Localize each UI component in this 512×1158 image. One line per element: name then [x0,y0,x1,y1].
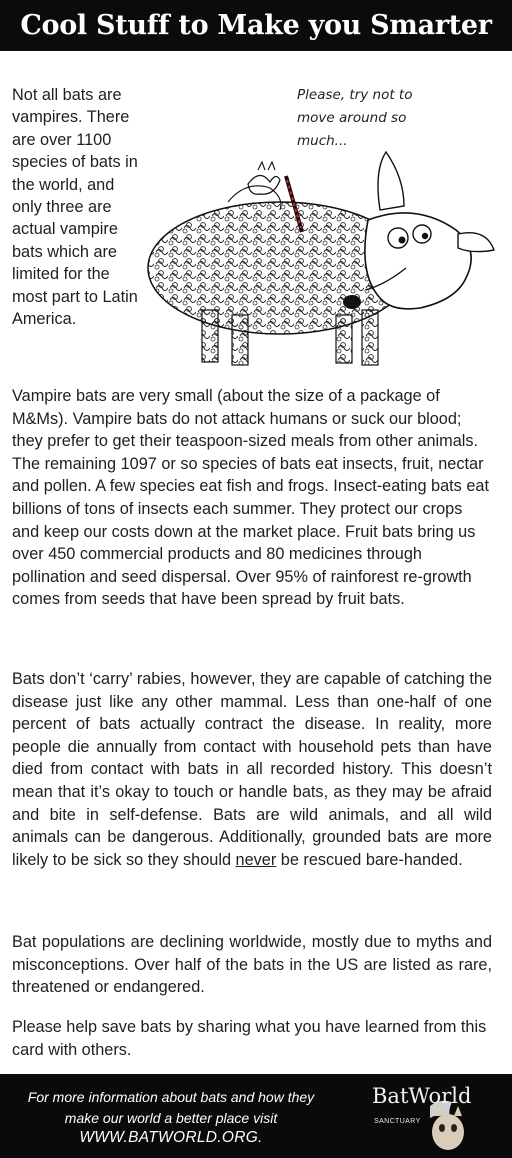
paragraph-populations: Bat populations are declining worldwide, mostly due to myths and misconceptions. Over half of the bats in the US are listed as rare, threatened or endangered. [12,933,492,997]
logo-name: BatWorld [372,1084,472,1108]
batworld-logo [360,1080,490,1152]
paragraph-rabies [12,668,492,871]
footer-info-text: For more information about bats and how they make our world a better place visit [27,1089,315,1126]
speech-bubble-text: Please, try not to move around so much... [297,87,413,149]
never-emphasis: never [235,850,277,869]
page-title: Cool Stuff to Make you Smarter [20,10,492,41]
rabies-text-start: Bats don’t ‘carry’ rabies, however, they are capable of catching the disease just like any other mammal. Less than one-half of one percent of bats actually contract the disease. In reality, more people die annually from contact with household pets than have died from contact with bats in all recorded history. This doesn’t mean that it’s okay to touch or handle bats, as they may be afraid and bite in self-defense. Bats are wild animals, and all wild animals can be dangerous. Additionally, grounded bats are more likely to be sick so they should [12,670,492,869]
logo-subtitle: SANCTUARY [374,1118,421,1125]
footer-banner [0,1074,512,1158]
intro-text: Not all bats are vampires. There are over 1100 species of bats in the world, and only three are actual vampire bats which are limited for the most part to Latin America. [12,86,138,329]
website-link[interactable]: WWW.BATWORLD.ORG. [79,1129,263,1146]
paragraph-please-help: Please help save bats by sharing what you have learned from this card with others. [12,1018,487,1059]
rabies-text-end: be rescued bare-handed. [276,850,463,869]
bat-on-sheep-illustration [140,150,500,382]
paragraph-vampire-bats: Vampire bats are very small (about the size of a package of M&Ms). Vampire bats do not attack humans or suck our blood; they prefer to get their teaspoon-sized meals from other animals. The remaining 1097 or so species of bats eat insects, fruit, nectar and pollen. A few species eat fish and frogs. Insect-eating bats eat billions of tons of insects each summer. They protect our crops and keep our costs down at the market place. Fruit bats bring us over 450 commercial products and 80 medicines through pollination and seed dispersal. Over 95% of rainforest re-growth comes from seeds that have been spread by fruit bats. [12,387,489,609]
header-banner [0,0,512,51]
